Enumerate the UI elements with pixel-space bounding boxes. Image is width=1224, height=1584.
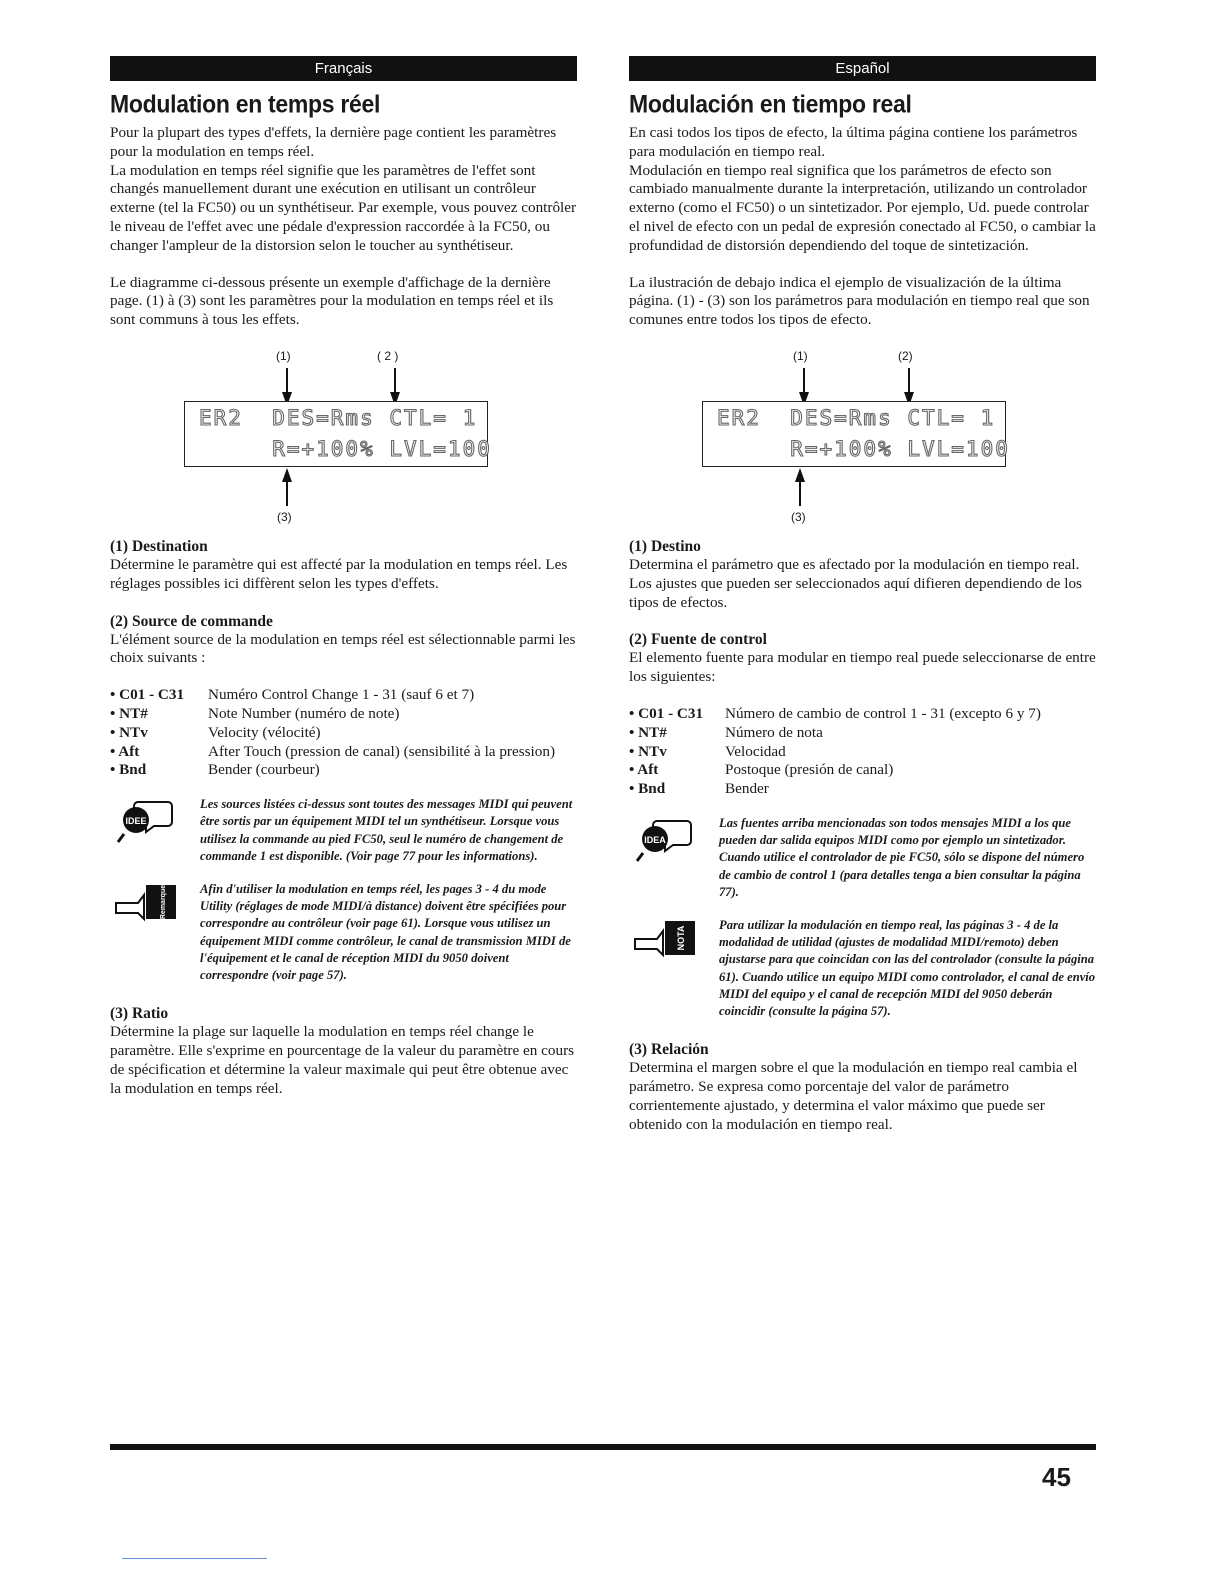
ratio-text: Détermine la plage sur laquelle la modulation en temps réel change le paramètre. Elle s'exprime en pourcentage de la valeur du paramètre en cours de spécification et détermine la valeur maximale qui peut être obtenue avec la modulation en temps réel.: [110, 1023, 575, 1097]
page-number: 45: [1042, 1462, 1071, 1492]
idea-note-text: Las fuentes arriba mencionadas son todos mensajes MIDI a los que pueden dar salida equipos MIDI como por ejemplo un sintetizador. Cuando utilice el controlador de pie FC50, sólo se dispone del número de cambio de control 1 (para detalles tenga a bien consultar la página 77).: [719, 815, 1085, 899]
arrow-up-icon: [286, 480, 288, 506]
remark-note-text: Afin d'utiliser la modulation en temps réel, les pages 3 - 4 du mode Utility (réglages de mode MIDI/à distance) doivent être spécifiées pour correspondre au contrôleur (voir page 61). Lorsque vous utilisez un équipement MIDI comme contrôleur, le canal de transmission MIDI de l'équipement et le canal de réception MIDI du 9050 doivent correspondre (voir page 57).: [200, 881, 571, 982]
source-list: [110, 686, 577, 780]
figure-label-1: (1): [276, 348, 291, 363]
list-item: [110, 724, 577, 743]
section-title: Modulation en temps réel: [110, 90, 381, 119]
lcd-figure: [629, 330, 1096, 535]
control-source-heading: (2) Source de commande: [110, 612, 273, 630]
remark-note-text: Para utilizar la modulación en tiempo real, las páginas 3 - 4 de la modalidad de utilidad (ajustes de modalidad MIDI/remoto) deben ajustarse para que coincidan con las del controlador (consulte la página 61). Cuando utilice un equipo MIDI como controlador, el canal de envío MIDI del equipo y el canal de recepción MIDI del 9050 deberán coincidir (consulte la página 57).: [719, 917, 1096, 1018]
source-key: • Aft: [110, 742, 140, 760]
list-item: [110, 686, 577, 705]
remark-note: [110, 881, 577, 984]
source-key: • NT#: [629, 723, 667, 741]
source-value: Postoque (presión de canal): [725, 761, 894, 779]
idea-note: [110, 796, 577, 865]
source-key: • Aft: [629, 761, 659, 779]
source-value: Número de nota: [725, 723, 823, 741]
control-source-text: El elemento fuente para modular en tiempo real puede seleccionarse de entre los siguientes:: [629, 649, 1096, 686]
source-value: Número de cambio de control 1 - 31 (excepto 6 y 7): [725, 704, 1041, 722]
arrow-up-icon: [799, 480, 801, 506]
list-item: [629, 761, 1096, 780]
source-value: Note Number (numéro de note): [208, 704, 400, 722]
intro-paragraph: La ilustración de debajo indica el ejemplo de visualización de la última página. (1) - (3) son los parámetros para modulación en tiempo real que son comunes entre todos los tipos de efecto.: [629, 273, 1090, 329]
lcd-line-2: R=+100% LVL=100: [717, 436, 1010, 461]
source-key: • Bnd: [110, 761, 147, 779]
list-item: [629, 705, 1096, 724]
lcd-line-1: ER2 DES=Rms CTL= 1: [199, 405, 478, 430]
footer-rule: [110, 1444, 1096, 1450]
language-bar: Français: [110, 56, 577, 81]
list-item: [629, 780, 1096, 799]
source-value: Bender (courbeur): [208, 761, 320, 779]
intro-paragraph: Le diagramme ci-dessous présente un exemple d'affichage de la dernière page. (1) à (3) sont les paramètres pour la modulation en temps réel et ils sont communs à tous les effets.: [110, 273, 554, 329]
source-value: Velocidad: [725, 742, 786, 760]
ratio-heading: (3) Relación: [629, 1041, 709, 1059]
section-title: Modulación en tiempo real: [629, 90, 912, 119]
remark-icon-label: NOTA: [676, 925, 686, 951]
remark-icon: [629, 917, 719, 967]
figure-label-2: (2): [898, 348, 913, 363]
figure-label-2: ( 2 ): [377, 348, 399, 363]
ratio-text: Determina el margen sobre el que la modulación en tiempo real cambia el parámetro. Se expresa como porcentaje del valor de parámetro corrientemente ajustado, y determina el valor máximo que puede ser obtenido con la modulación en tiempo real.: [629, 1059, 1078, 1133]
list-item: [629, 724, 1096, 743]
source-key: • C01 - C31: [110, 686, 185, 704]
figure-label-3: (3): [791, 509, 806, 524]
source-value: After Touch (pression de canal) (sensibilité à la pression): [208, 742, 556, 760]
french-column: [110, 56, 577, 1098]
figure-label-1: (1): [793, 348, 808, 363]
intro-paragraph: Pour la plupart des types d'effets, la dernière page contient les paramètres pour la modulation en temps réel.: [110, 124, 557, 160]
source-value: Velocity (vélocité): [208, 723, 321, 741]
intro-paragraph: Modulación en tiempo real significa que los parámetros de efecto son cambiado manualmente durante la interpretación, utilizando un controlador externo (como el FC50) o un sintetizador. Por ejemplo, Ud. puede controlar el nivel de efecto con un pedal de expresión conectado al FC50, o cambiar la profundidad de distorsión dependiendo del toque de sintetización.: [629, 161, 1096, 254]
ratio-heading: (3) Ratio: [110, 1005, 169, 1023]
lcd-line-1: ER2 DES=Rms CTL= 1: [717, 405, 996, 430]
divider: [122, 1558, 267, 1559]
destination-text: Determina el parámetro que es afectado por la modulación en tiempo real. Los ajustes que pueden ser seleccionados aquí difieren dependiendo de los tipos de efectos.: [629, 555, 1082, 611]
control-source-heading: (2) Fuente de control: [629, 631, 767, 649]
idea-icon: [110, 796, 200, 846]
remark-note: [629, 917, 1096, 1020]
source-value: Bender: [725, 780, 769, 798]
source-key: • NTv: [629, 742, 667, 760]
source-key: • NTv: [110, 723, 148, 741]
destination-text: Détermine le paramètre qui est affecté par la modulation en temps réel. Les réglages possibles ici diffèrent selon les types d'effets.: [110, 555, 568, 592]
source-key: • NT#: [110, 704, 148, 722]
source-list: [629, 705, 1096, 799]
idea-note-text: Les sources listées ci-dessus sont toutes des messages MIDI qui peuvent être sortis par un équipement MIDI tel un synthétiseur. Lorsque vous utilisez la commande au pied FC50, seul le numéro de changement de commande 1 est disponible. (Voir page 77 pour les informations).: [200, 797, 573, 863]
source-key: • Bnd: [629, 780, 666, 798]
idea-icon-label: IDEE: [125, 816, 147, 827]
idea-icon-label: IDEA: [644, 834, 666, 845]
idea-note: [629, 815, 1096, 901]
source-value: Numéro Control Change 1 - 31 (sauf 6 et 7): [208, 686, 475, 704]
intro-paragraph: La modulation en temps réel signifie que les paramètres de l'effet sont changés manuellement durant une exécution en utilisant un contrôleur externe (tel la FC50) ou un synthétiseur. Par exemple, vous pouvez contrôler le niveau de l'effet avec une pédale d'expression raccordée à la FC50, ou changer l'ampleur de la distorsion selon le toucher au synthétiseur.: [110, 161, 577, 254]
list-item: [110, 743, 577, 762]
destination-heading: (1) Destination: [110, 537, 208, 555]
remark-icon-label: Remarque: [160, 884, 167, 920]
idea-icon: [629, 815, 719, 865]
list-item: [110, 705, 577, 724]
list-item: [629, 743, 1096, 762]
lcd-display: [702, 401, 1010, 467]
intro-paragraph: En casi todos los tipos de efecto, la última página contiene los parámetros para modulación en tiempo real.: [629, 124, 1078, 160]
control-source-text: L'élément source de la modulation en temps réel est sélectionnable parmi les choix suivants :: [110, 630, 576, 667]
source-key: • C01 - C31: [629, 704, 704, 722]
list-item: [110, 761, 577, 780]
remark-icon: [110, 881, 200, 931]
lcd-figure: [110, 330, 577, 535]
destination-heading: (1) Destino: [629, 537, 701, 555]
lcd-display: [184, 401, 492, 467]
lcd-line-2: R=+100% LVL=100: [199, 436, 492, 461]
spanish-column: [629, 56, 1096, 1134]
figure-label-3: (3): [277, 509, 292, 524]
language-bar: Español: [629, 56, 1096, 81]
